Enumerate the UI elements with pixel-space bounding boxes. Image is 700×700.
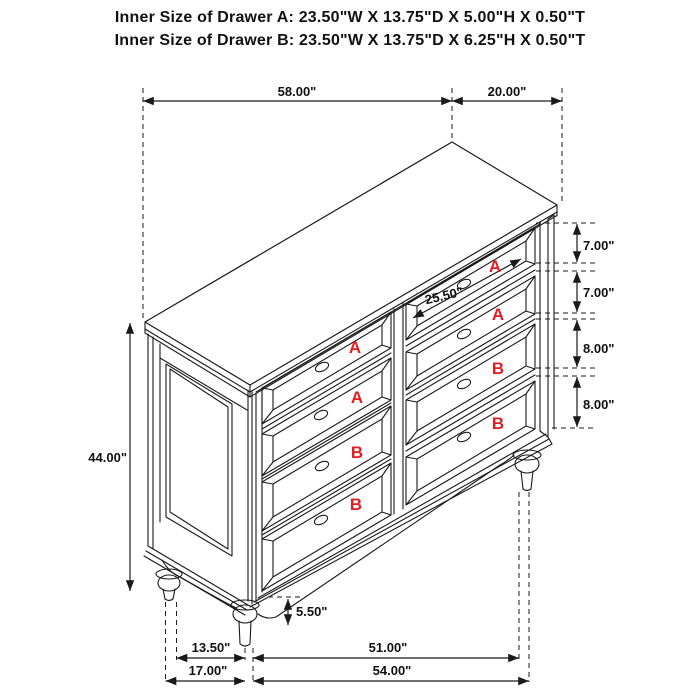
drawer-knob-icon (314, 360, 330, 373)
left-drawer-column (262, 312, 391, 591)
drawer-front (262, 463, 391, 591)
dim-label-drawer-front-width: 25.50" (423, 283, 465, 308)
dim-label-overall-height: 44.00" (88, 450, 127, 465)
dim-label-row1-height: 7.00" (583, 238, 615, 253)
center-divider (394, 303, 403, 514)
title-line-drawer-b: Inner Size of Drawer B: 23.50"W X 13.75"D X 6.25"H X 0.50"T (114, 32, 586, 49)
base-molding (144, 434, 552, 618)
drawer-label: B (491, 359, 505, 378)
drawer-label: B (350, 443, 364, 462)
title-line-drawer-a: Inner Size of Drawer A: 23.50"W X 13.75"D X 5.00"H X 0.50"T (114, 9, 586, 26)
drawer-label: A (491, 305, 505, 324)
dimension-bottom-rows (166, 492, 530, 682)
drawer-label: A (348, 338, 362, 357)
drawer-label: B (491, 414, 505, 433)
drawer-knob-icon (456, 377, 472, 390)
dim-label-top-width: 58.00" (277, 84, 317, 99)
drawer-knob-icon (456, 430, 472, 443)
dim-label-side-leg-span: 13.50" (191, 640, 231, 655)
dim-label-row4-height: 8.00" (583, 397, 615, 412)
drawer-label: B (349, 495, 363, 514)
dimension-top-width (143, 84, 452, 318)
dim-label-row3-height: 8.00" (583, 341, 615, 356)
dim-label-row2-height: 7.00" (583, 285, 615, 300)
dim-label-leg-height: 5.50" (296, 604, 328, 619)
back-left-leg (156, 569, 182, 601)
dimension-overall-height (88, 323, 130, 591)
dim-label-side-depth-at-legs: 17.00" (188, 663, 228, 678)
dim-label-front-leg-span: 51.00" (368, 640, 408, 655)
drawer-knob-icon (314, 459, 330, 472)
dim-label-top-depth: 20.00" (487, 84, 527, 99)
drawer-front (262, 312, 391, 424)
dim-label-front-width-at-legs: 54.00" (372, 663, 412, 678)
dimension-leg-height (268, 597, 327, 625)
dimension-top-depth (452, 84, 562, 201)
legs (156, 450, 541, 646)
right-stile (540, 215, 554, 437)
drawer-label: A (488, 257, 502, 276)
front-left-leg (231, 600, 259, 646)
drawer-label: A (350, 388, 364, 407)
